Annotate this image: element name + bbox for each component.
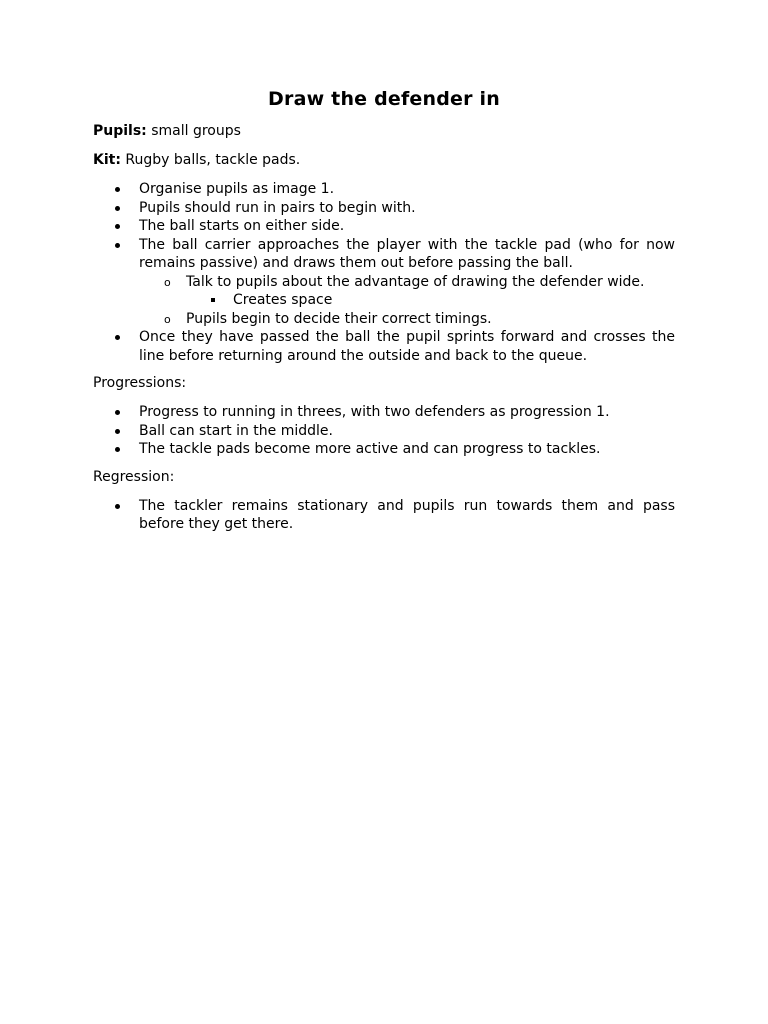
list-item xyxy=(93,422,675,441)
sub-sub-list xyxy=(186,291,675,310)
sub-sub-list-item xyxy=(186,291,675,310)
document-page xyxy=(93,86,675,543)
circle-bullet-icon: o xyxy=(164,312,171,326)
kit-label: Kit: xyxy=(93,152,121,168)
list-item-text: The tackle pads become more active and can progress to tackles. xyxy=(139,441,601,457)
list-item-text: The ball carrier approaches the player with the tackle pad (who for now remains passive) and draws them out before passing the ball. xyxy=(139,236,675,271)
list-item-text: Pupils should run in pairs to begin with. xyxy=(139,199,416,216)
sub-sub-list-item-text: Creates space xyxy=(233,292,333,308)
list-item-text: Once they have passed the ball the pupil sprints forward and crosses the line before returning around the outside and back to the queue. xyxy=(139,329,675,364)
progressions-heading: Progressions: xyxy=(93,375,187,391)
list-item xyxy=(93,328,675,365)
kit-value: Rugby balls, tackle pads. xyxy=(120,152,301,168)
list-item xyxy=(93,180,675,199)
regression-heading: Regression: xyxy=(93,468,175,485)
kit-line xyxy=(93,151,675,170)
sub-list-item-text: Talk to pupils about the advantage of drawing the defender wide. xyxy=(186,273,645,290)
list-item xyxy=(93,497,675,534)
list-item-text: Organise pupils as image 1. xyxy=(139,181,335,197)
pupils-value: small groups xyxy=(146,123,241,139)
sub-list-item xyxy=(139,310,675,329)
sub-list-item xyxy=(139,273,675,310)
sub-list-item-text: Pupils begin to decide their correct timings. xyxy=(186,310,492,327)
list-item xyxy=(93,217,675,236)
sub-list xyxy=(139,273,675,329)
pupils-label: Pupils: xyxy=(93,123,147,139)
list-item-text: The ball starts on either side. xyxy=(139,218,345,234)
list-item xyxy=(93,440,675,459)
list-item-text: Ball can start in the middle. xyxy=(139,422,333,439)
instructions-list xyxy=(93,180,675,365)
list-item xyxy=(93,236,675,329)
regression-list xyxy=(93,497,675,534)
list-item xyxy=(93,199,675,218)
list-item xyxy=(93,403,675,422)
list-item-text: The tackler remains stationary and pupils run towards them and pass before they get there. xyxy=(139,497,675,532)
pupils-line xyxy=(93,122,675,141)
page-title: Draw the defender in xyxy=(268,88,500,110)
progressions-list xyxy=(93,403,675,459)
list-item-text: Progress to running in threes, with two defenders as progression 1. xyxy=(139,404,610,420)
circle-bullet-icon: o xyxy=(164,275,171,289)
